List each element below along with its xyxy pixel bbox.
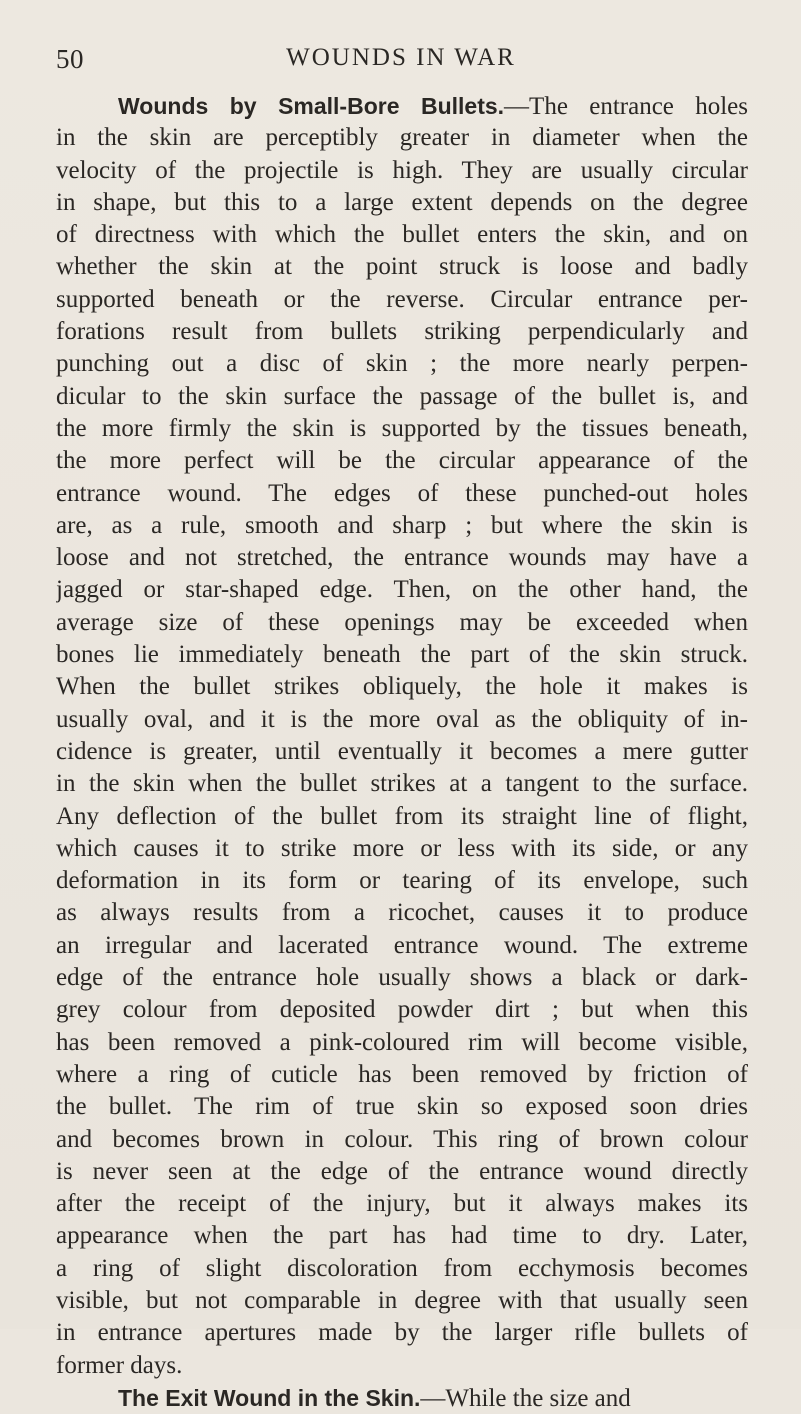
paragraph-line: grey colour from deposited powder dirt ; but when this bbox=[56, 996, 748, 1024]
paragraph-line: cidence is greater, until eventually it becomes a mere gutter bbox=[56, 737, 748, 765]
paragraph-line: edge of the entrance hole usually shows a black or dark- bbox=[56, 964, 748, 992]
paragraph-line: bones lie immediately beneath the part of the skin struck. bbox=[56, 641, 748, 669]
section-heading: Wounds by Small-Bore Bullets. bbox=[118, 93, 505, 119]
paragraph-line: punching out a disc of skin ; the more nearly perpen- bbox=[56, 350, 748, 378]
page-number: 50 bbox=[56, 44, 84, 74]
paragraph-line bbox=[56, 90, 748, 122]
paragraph-line: the more firmly the skin is supported by the tissues beneath, bbox=[56, 414, 748, 442]
paragraph-line: in entrance apertures made by the larger rifle bullets of bbox=[56, 1319, 748, 1347]
paragraph-line: and becomes brown in colour. This ring of brown colour bbox=[56, 1125, 748, 1153]
paragraph-line: in the skin are perceptibly greater in diameter when the bbox=[56, 124, 748, 152]
paragraph-line: as always results from a ricochet, causes it to produce bbox=[56, 899, 748, 927]
paragraph-line: entrance wound. The edges of these punched-out holes bbox=[56, 479, 748, 507]
paragraph-line: jagged or star-shaped edge. Then, on the other hand, the bbox=[56, 576, 748, 604]
paragraph-line: appearance when the part has had time to dry. Later, bbox=[56, 1222, 748, 1250]
running-title: WOUNDS IN WAR bbox=[286, 44, 516, 71]
paragraph-line: loose and not stretched, the entrance wounds may have a bbox=[56, 544, 748, 572]
section-heading: The Exit Wound in the Skin. bbox=[118, 1384, 421, 1411]
paragraph-text: —The entrance holes bbox=[504, 93, 748, 120]
paragraph-line bbox=[56, 1382, 748, 1414]
paragraph-line: in shape, but this to a large extent depends on the degree bbox=[56, 188, 748, 216]
paragraph-line: after the receipt of the injury, but it always makes its bbox=[56, 1190, 748, 1218]
paragraph-line: forations result from bullets striking perpendicularly and bbox=[56, 318, 748, 346]
paragraph-line: whether the skin at the point struck is loose and badly bbox=[56, 253, 748, 281]
paragraph-line: former days. bbox=[56, 1351, 183, 1379]
paragraph-line: the bullet. The rim of true skin so exposed soon dries bbox=[56, 1093, 748, 1121]
paragraph-line: supported beneath or the reverse. Circular entrance per- bbox=[56, 285, 748, 313]
paragraph-line: average size of these openings may be exceeded when bbox=[56, 608, 748, 636]
paragraph-line: has been removed a pink-coloured rim will become visible, bbox=[56, 1028, 748, 1056]
paragraph-line: a ring of slight discoloration from ecchymosis becomes bbox=[56, 1254, 748, 1282]
paragraph-line: visible, but not comparable in degree with that usually seen bbox=[56, 1286, 748, 1314]
paragraph-line: which causes it to strike more or less with its side, or any bbox=[56, 834, 748, 862]
paragraph-line: the more perfect will be the circular appearance of the bbox=[56, 447, 748, 475]
paragraph-text: —While the size and bbox=[420, 1384, 631, 1412]
paragraph-line: velocity of the projectile is high. They are usually circular bbox=[56, 156, 748, 184]
paragraph-line: of directness with which the bullet enters the skin, and on bbox=[56, 221, 748, 249]
paragraph-line: usually oval, and it is the more oval as the obliquity of in- bbox=[56, 705, 748, 733]
paragraph-line: dicular to the skin surface the passage of the bullet is, and bbox=[56, 382, 748, 410]
paragraph-line: are, as a rule, smooth and sharp ; but where the skin is bbox=[56, 511, 748, 539]
running-head bbox=[56, 44, 746, 80]
paragraph-line: is never seen at the edge of the entrance wound directly bbox=[56, 1157, 748, 1185]
paragraph-line: Any deflection of the bullet from its straight line of flight, bbox=[56, 802, 748, 830]
paragraph-line: where a ring of cuticle has been removed by friction of bbox=[56, 1060, 748, 1088]
paragraph-line: deformation in its form or tearing of its envelope, such bbox=[56, 867, 748, 895]
body-text bbox=[56, 90, 748, 1414]
paragraph-line: in the skin when the bullet strikes at a tangent to the surface. bbox=[56, 770, 748, 798]
paragraph-line: an irregular and lacerated entrance wound. The extreme bbox=[56, 931, 748, 959]
paragraph-line: When the bullet strikes obliquely, the hole it makes is bbox=[56, 673, 748, 701]
